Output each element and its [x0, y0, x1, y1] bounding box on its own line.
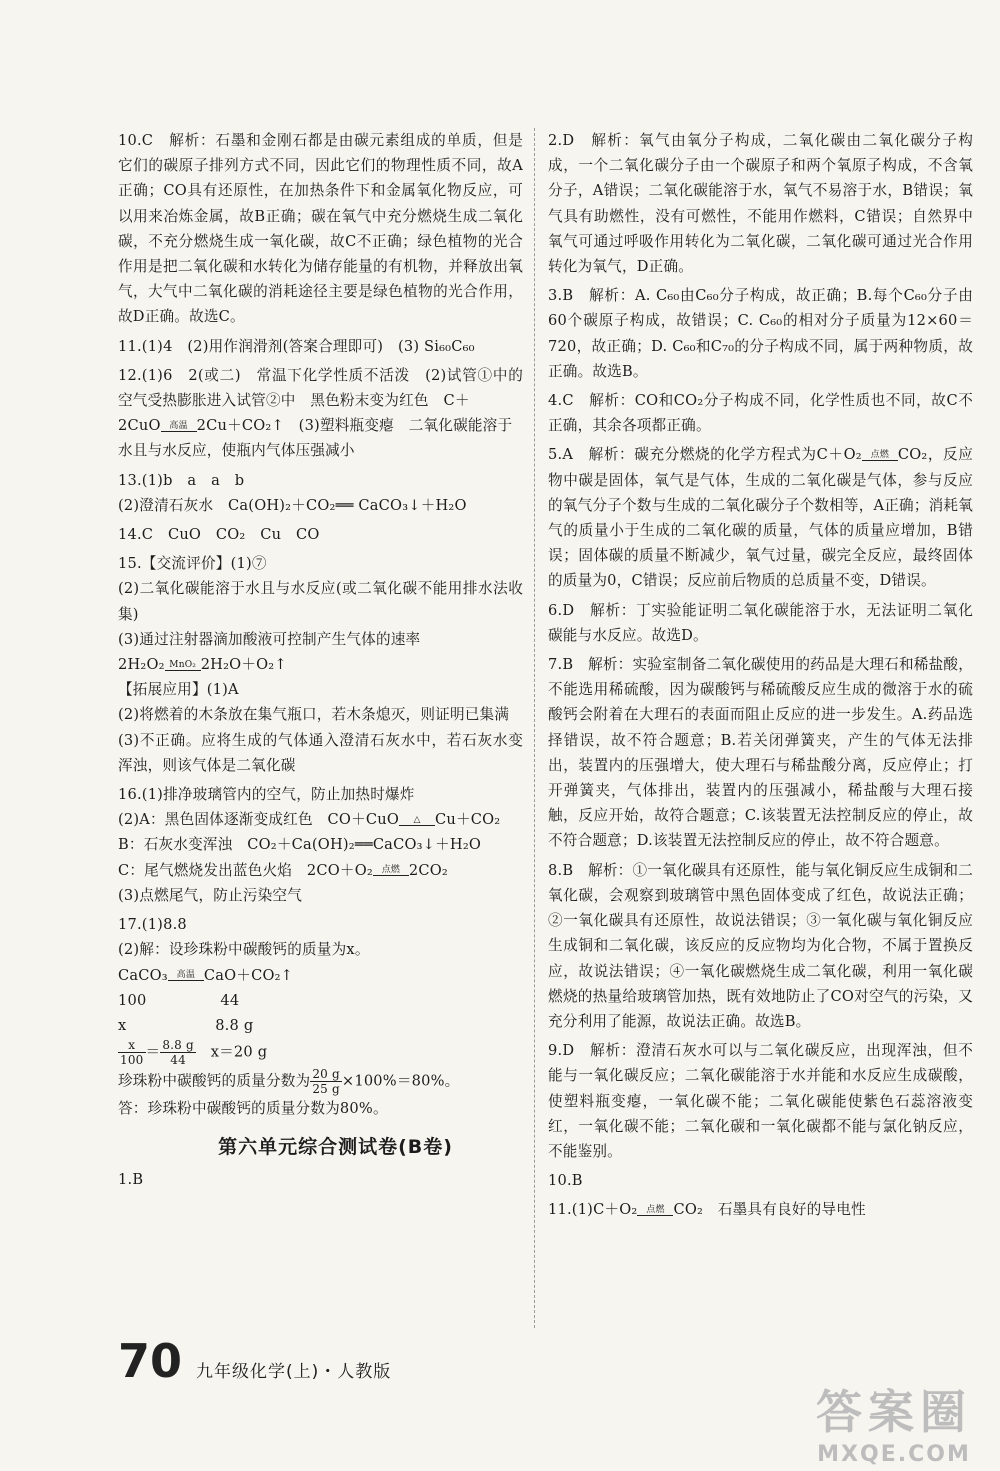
answer-8: 8.B 解析：①一氧化碳具有还原性，能与氧化铜反应生成铜和二氧化碳，会观察到玻璃管中黑色固体变成了红色，故说法正确；②一氧化碳具有还原性，故说法错误；③一氧化碳与氧化铜反应生成铜和二氧化碳，该反应的反应物均为化合物，不属于置换反应，故说法错误；④一氧化碳燃烧生成二氧化碳，利用一氧化碳燃烧的热量给玻璃管加热，既有效地防止了CO对空气的污染，又充分利用了能源，故说法正确。故选B。 [548, 861, 973, 1030]
answer-16: 16.(1)排净玻璃管内的空气，防止加热时爆炸 (2)A：黑色固体逐渐变成红色 CO＋CuO △ Cu＋CO₂ B：石灰水变浑浊 CO₂＋Ca(OH)₂══CaCO₃↓＋H₂O C：尾气燃烧发出蓝色火焰 2CO＋O₂ 点燃 2CO₂ (3)点燃尾气，防止污染空气 [118, 786, 501, 904]
equation-text: C：尾气燃烧发出蓝色火焰 2CO＋O₂ [118, 861, 373, 879]
left-column [118, 128, 523, 1196]
answer-3: 3.B 解析：A. C₆₀由C₆₀分子构成，故正确；B.每个C₆₀分子由60个碳原子构成，故错误；C. C₆₀的相对分子质量为12×60＝720，故正确；D. C₆₀和C₇₀的分子构成不同，属于两种物质，故正确。故选B。 [548, 287, 973, 380]
section-heading: 第六单元综合测试卷(B卷) [218, 1136, 453, 1159]
answer-5: 5.A 解析：碳充分燃烧的化学方程式为C＋O₂ 点燃 CO₂，反应物中碳是固体，氧气是气体，生成的二氧化碳是气体，参与反应的氧气分子个数与生成的二氧化碳分子个数相等，A正确；消耗氧气的质量小于生成的二氧化碳的质量，气体的质量应增加，B错误；固体碳的质量不断减少，氧气过量，碳完全反应，最终固体的质量为0，C错误；反应前后物质的总质量不变，D错误。 [548, 446, 974, 590]
answer-17: 17.(1)8.8 (2)解：设珍珠粉中碳酸钙的质量为x。 CaCO₃ 高温 CaO＋CO₂↑ 100 44 x 8.8 g $\frac{x}{100}$ ＝ $\frac{8.8 g}{44}$ x＝20 g 珍珠粉中碳酸钙的质量分数为 $\frac{20 g}{25 g}$ ×100%＝80%。 答：珍珠粉中碳酸钙的质量分数为80%。 [118, 916, 460, 1118]
equation-text: 2H₂O＋O₂↑ [200, 656, 287, 674]
fraction: $\frac{x}{100}$ [120, 1038, 144, 1068]
answer-7: 7.B 解析：实验室制备二氧化碳使用的药品是大理石和稀盐酸，不能选用稀硫酸，因为碳酸钙与稀硫酸反应生成的微溶于水的硫酸钙会附着在大理石的表面而阻止反应的进一步发生。A.药品选择错误，故不符合题意；B.若关闭弹簧夹，产生的气体无法排出，装置内的压强增大，使大理石与稀盐酸分离，反应停止；打开弹簧夹，气体排出，装置内的压强减小，稀盐酸与大理石接触，反应开始，故符合题意；C.该装置无法控制反应的停止，故不符合题意；D.该装置无法控制反应的停止，故不符合题意。 [548, 656, 973, 850]
answer-12: 12.(1)6 2(或二) 常温下化学性质不活泼 (2)试管①中的空气受热膨胀进入试管②中 黑色粉末变为红色 C＋ 2CuO 高温 2Cu＋CO₂↑ (3)塑料瓶变瘪 二氧化碳能溶于 水且与水反应，使瓶内气体压强减小 [118, 366, 523, 460]
answer-15: 15.【交流评价】(1)⑦ (2)二氧化碳能溶于水且与水反应(或二氧化碳不能用排水法收集) (3)通过注射器滴加酸液可控制产生气体的速率 2H₂O₂ MnO₂ 2H₂O＋O₂↑ 【拓展应用】(1)A (2)将燃着的木条放在集气瓶口，若木条熄灭，则证明已集满 (3)不正确。应将生成的气体通入澄清石灰水中，若石灰水变浑浊，则该气体是二氧化碳 [118, 555, 523, 774]
reaction-condition: △ [399, 815, 435, 826]
answer-11: 11.(1)4 (2)用作润滑剂(答案合理即可) (3) Si₆₀C₆₀ [118, 337, 475, 355]
book-title: 九年级化学(上)・人教版 [196, 1362, 392, 1382]
right-column [548, 128, 973, 1225]
reaction-condition: 点燃 [373, 865, 409, 876]
answer-6: 6.D 解析：丁实验能证明二氧化碳能溶于水，无法证明二氧化碳能与水反应。故选D。 [548, 601, 973, 644]
answer-9: 9.D 解析：澄清石灰水可以与二氧化碳反应，出现浑浊，但不能与一氧化碳反应；二氧化碳能溶于水并能和水反应生成碳酸，使塑料瓶变瘪，一氧化碳不能；二氧化碳能使紫色石蕊溶液变红，一氧化碳不能；二氧化碳和一氧化碳都不能与氯化钠反应，不能鉴别。 [548, 1042, 973, 1160]
equation-text: CaCO₃ [118, 966, 168, 984]
equation-text: Cu＋CO₂ [435, 811, 501, 829]
answer-13: 13.(1)b a a b (2)澄清石灰水 Ca(OH)₂＋CO₂══ CaCO₃↓＋H₂O [118, 471, 467, 514]
column-divider [534, 128, 535, 1328]
equation-text: (2)A：黑色固体逐渐变成红色 CO＋CuO [118, 811, 399, 829]
answer-4: 4.C 解析：CO和CO₂分子构成不同，化学性质也不同，故C不正确，其余各项都正确。 [548, 392, 973, 435]
answer-11b: 11.(1)C＋O₂ 点燃 CO₂ 石墨具有良好的导电性 [548, 1201, 866, 1219]
page-footer [118, 1334, 391, 1388]
equation-text: CaO＋CO₂↑ [203, 966, 294, 984]
reaction-condition: 点燃 [862, 450, 898, 461]
equation-text: 2H₂O₂ [118, 656, 165, 674]
equation-text: 2Cu＋CO₂↑ (3)塑料瓶变瘪 二氧化碳能溶于 [196, 417, 513, 435]
answer-b1: 1.B [118, 1170, 144, 1188]
reaction-condition: MnO₂ [165, 660, 201, 671]
answer-10b: 10.B [548, 1172, 583, 1190]
reaction-condition: 点燃 [637, 1205, 673, 1216]
fraction: $\frac{20 g}{25 g}$ [312, 1067, 340, 1097]
fraction: $\frac{8.8 g}{44}$ [162, 1038, 194, 1068]
reaction-condition: 高温 [168, 970, 204, 981]
page-number: 70 [118, 1334, 183, 1388]
answer-14: 14.C CuO CO₂ Cu CO [118, 526, 320, 544]
answer-2: 2.D 解析：氧气由氧分子构成，二氧化碳由二氧化碳分子构成，一个二氧化碳分子由一个碳原子和两个氧原子构成，不含氧分子，A错误；二氧化碳能溶于水，氧气不易溶于水，B错误；氧气具有助燃性，没有可燃性，不能用作燃料，C错误；自然界中氧气可通过呼吸作用转化为二氧化碳，二氧化碳可通过光合作用转化为氧气，D正确。 [548, 132, 973, 276]
site-watermark: 答案圈 MXQE.COM [816, 1385, 972, 1467]
equation-text: 2CO₂ [408, 861, 448, 879]
answer-10: 10.C 解析：石墨和金刚石都是由碳元素组成的单质，但是它们的碳原子排列方式不同，因此它们的物理性质不同，故A正确；CO具有还原性，在加热条件下和金属氧化物反应，可以用来冶炼金属，故B正确；碳在氧气中充分燃烧生成二氧化碳，不充分燃烧生成一氧化碳，故C不正确；绿色植物的光合作用是把二氧化碳和水转化为储存能量的有机物，并释放出氧气，大气中二氧化碳的消耗途径主要是绿色植物的光合作用，故D正确。故选C。 [118, 132, 523, 326]
reaction-condition: 高温 [161, 421, 197, 432]
equation-text: 2CuO [118, 417, 161, 435]
